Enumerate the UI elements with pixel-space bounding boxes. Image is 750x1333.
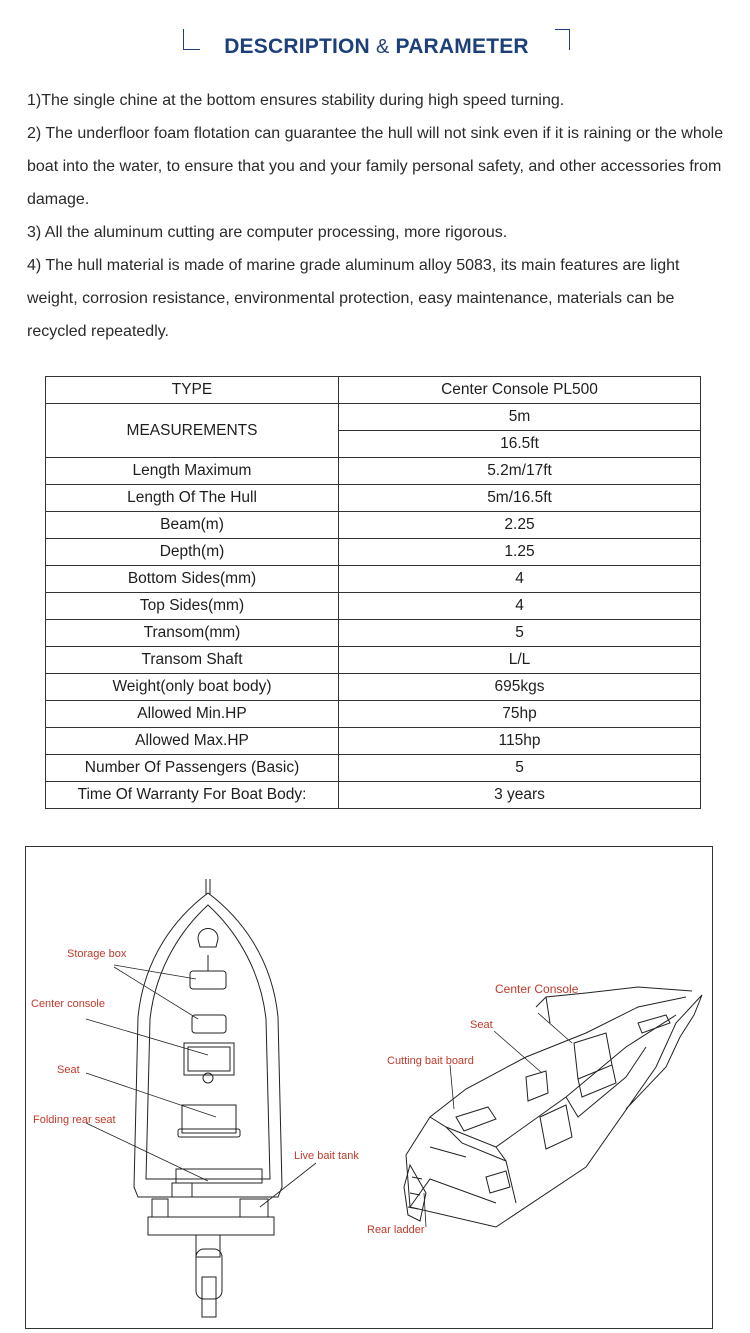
section-header [183, 29, 570, 61]
table-row [46, 539, 701, 566]
table-cell-value: 5 [339, 755, 701, 782]
table-cell-label: MEASUREMENTS [46, 404, 339, 458]
description [27, 84, 727, 348]
label-rear-ladder: Rear ladder [367, 1224, 425, 1236]
table-cell-value: 5m/16.5ft [339, 485, 701, 512]
table-cell-value: 695kgs [339, 674, 701, 701]
label-live-bait-tank: Live bait tank [294, 1150, 359, 1162]
table-cell-label: Length Maximum [46, 458, 339, 485]
description-item: 1)The single chine at the bottom ensures stability during high speed turning. [27, 92, 565, 109]
table-cell-value: 5m [339, 404, 701, 431]
title-part2: PARAMETER [395, 35, 529, 58]
description-item: 2) The underfloor foam flotation can guarantee the hull will not sink even if it is raining or the whole boat into the water, to ensure that you and your family personal safety, and other accessories from damage. [27, 125, 724, 208]
description-item: 4) The hull material is made of marine grade aluminum alloy 5083, its main features are light weight, corrosion resistance, environmental protection, easy maintenance, materials can be recycled repeatedly. [27, 257, 680, 340]
label-seat-top: Seat [57, 1064, 80, 1076]
title-part1: DESCRIPTION [224, 35, 370, 58]
table-cell-value: 75hp [339, 701, 701, 728]
table-cell-value: 5.2m/17ft [339, 458, 701, 485]
table-cell-value: L/L [339, 647, 701, 674]
section-title [183, 35, 570, 59]
top-view-hull [134, 879, 282, 1317]
table-cell-label: TYPE [46, 377, 339, 404]
label-center-console-perspective: Center Console [495, 982, 579, 996]
table-cell-label: Time Of Warranty For Boat Body: [46, 782, 339, 809]
table-cell-label: Length Of The Hull [46, 485, 339, 512]
table-cell-label: Allowed Max.HP [46, 728, 339, 755]
label-cutting-bait-board: Cutting bait board [387, 1055, 474, 1067]
table-cell-label: Beam(m) [46, 512, 339, 539]
table-cell-value: 4 [339, 566, 701, 593]
table-cell-label: Weight(only boat body) [46, 674, 339, 701]
table-cell-value: 5 [339, 620, 701, 647]
table-row [46, 728, 701, 755]
table-cell-label: Top Sides(mm) [46, 593, 339, 620]
table-row [46, 701, 701, 728]
table-row [46, 647, 701, 674]
table-cell-label: Bottom Sides(mm) [46, 566, 339, 593]
table-row [46, 593, 701, 620]
table-cell-label: Depth(m) [46, 539, 339, 566]
table-row [46, 404, 701, 431]
table-row [46, 458, 701, 485]
table-cell-label: Transom(mm) [46, 620, 339, 647]
spec-table [45, 376, 701, 809]
table-row [46, 674, 701, 701]
label-seat-perspective: Seat [470, 1019, 493, 1031]
table-cell-value: 2.25 [339, 512, 701, 539]
label-center-console-top: Center console [31, 998, 105, 1010]
table-cell-value: 1.25 [339, 539, 701, 566]
perspective-hull [404, 987, 702, 1227]
table-row [46, 755, 701, 782]
table-cell-label: Transom Shaft [46, 647, 339, 674]
label-folding-rear-seat: Folding rear seat [33, 1114, 116, 1126]
table-row [46, 512, 701, 539]
table-cell-value: 4 [339, 593, 701, 620]
table-cell-value: Center Console PL500 [339, 377, 701, 404]
table-row [46, 782, 701, 809]
table-cell-value: 115hp [339, 728, 701, 755]
table-cell-value: 3 years [339, 782, 701, 809]
table-row [46, 620, 701, 647]
label-storage-box: Storage box [67, 948, 127, 960]
table-row [46, 566, 701, 593]
description-item: 3) All the aluminum cutting are computer processing, more rigorous. [27, 224, 508, 241]
table-row [46, 377, 701, 404]
table-row [46, 485, 701, 512]
table-cell-value: 16.5ft [339, 431, 701, 458]
table-cell-label: Number Of Passengers (Basic) [46, 755, 339, 782]
title-ampersand: & [375, 36, 390, 58]
boat-diagram-svg [26, 847, 712, 1328]
boat-diagram [25, 846, 713, 1329]
table-cell-label: Allowed Min.HP [46, 701, 339, 728]
